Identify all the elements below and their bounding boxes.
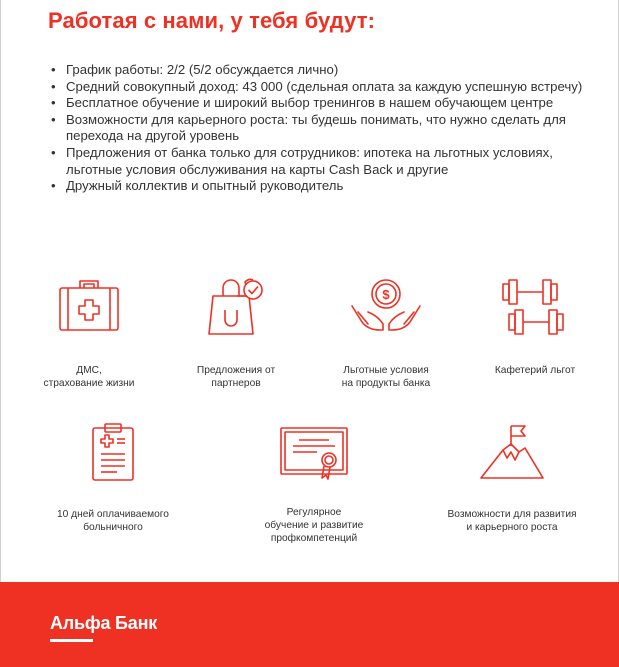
- svg-text:$: $: [382, 287, 390, 302]
- brand-logo: Альфа Банк: [50, 613, 158, 633]
- list-item: • Возможности для карьерного роста: ты будешь понимать, что нужно сделать для перехода на другой уровень: [50, 112, 590, 145]
- certificate-icon: [275, 422, 353, 482]
- benefit-label: Предложения от партнеров: [196, 365, 276, 390]
- benefit-label: Льготные условия на продукты банка: [341, 365, 431, 390]
- mountain-flag-icon: [477, 422, 547, 482]
- benefit-label: Возможности для развития и карьерного роста: [447, 509, 577, 534]
- shopping-bag-icon: [201, 276, 271, 338]
- logo-underline: [50, 639, 93, 642]
- benefit-label: ДМС, страхование жизни: [43, 365, 135, 390]
- page-title: Работая с нами, у тебя будут:: [48, 8, 375, 33]
- benefit-sick-leave: [43, 422, 183, 534]
- medical-case-icon: [54, 276, 124, 334]
- benefit-label: Регулярное обучение и развитие профкомпетенций: [264, 507, 364, 545]
- footer: [0, 582, 619, 667]
- benefit-cafeteria: [475, 276, 595, 377]
- list-item: • Средний совокупный доход: 43 000 (сдельная оплата за каждую успешную встречу): [50, 79, 590, 96]
- benefit-bank-products: [326, 276, 446, 390]
- benefit-label: 10 дней оплачиваемого больничного: [57, 509, 169, 534]
- coin-hands-icon: [348, 276, 424, 338]
- dumbbells-icon: [495, 276, 575, 336]
- benefit-partners: [176, 276, 296, 390]
- benefit-career: [437, 422, 587, 534]
- list-item: • Дружный коллектив и опытный руководитель: [50, 178, 590, 195]
- list-item: • Бесплатное обучение и широкий выбор тренингов в нашем обучающем центре: [50, 95, 590, 112]
- benefit-label: Кафетерий льгот: [494, 365, 576, 376]
- benefits-list: [50, 62, 590, 195]
- benefit-training: [244, 422, 384, 546]
- medical-form-icon: [85, 422, 141, 482]
- list-item: • График работы: 2/2 (5/2 обсуждается лично): [50, 62, 590, 79]
- list-item: • Предложения от банка только для сотрудников: ипотека на льготных условиях, льготные условия обслуживания на карты Cash Back и другие: [50, 145, 590, 178]
- benefit-dms: [29, 276, 149, 390]
